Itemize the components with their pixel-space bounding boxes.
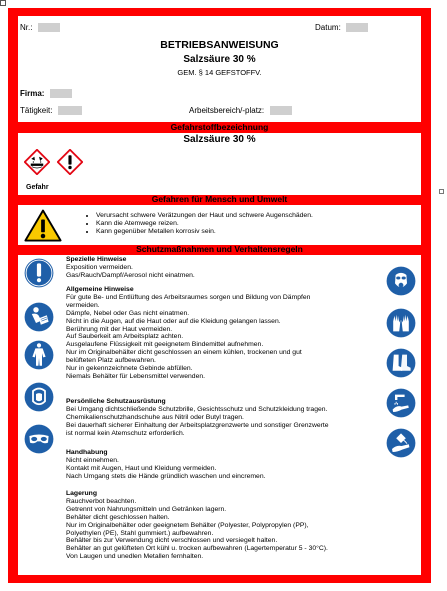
taetigkeit-label: Tätigkeit: bbox=[20, 106, 53, 115]
block-line: Für gute Be- und Entlüftung des Arbeitsraumes sorgen und Bildung von Dämpfen bbox=[66, 293, 311, 301]
block-line: Bei dauerhaft sicherer Einhaltung der Arbeitsplatzgrenzwerte und sonstiger Grenzwerte bbox=[66, 421, 329, 429]
block-line: Nach Umgang stets die Hände gründlich waschen und eincremen. bbox=[66, 472, 266, 480]
block-line: Kontakt mit Augen, Haut und Kleidung vermeiden. bbox=[66, 464, 217, 472]
block-heading: Lagerung bbox=[66, 490, 97, 497]
block-line: ist normal kein Atemschutz erforderlich. bbox=[66, 429, 185, 437]
block-line: Nur in gekennzeichnete Gebinde abfüllen. bbox=[66, 365, 193, 373]
block-line: Polyethylen (PE), Stahl gummiert.) aufbewahren. bbox=[66, 529, 214, 537]
block-line: Exposition vermeiden. bbox=[66, 263, 133, 271]
ghs07-exclamation-icon bbox=[57, 149, 83, 175]
block-heading: Spezielle Hinweise bbox=[66, 256, 127, 263]
block-line: Behälter dicht geschlossen halten. bbox=[66, 513, 170, 521]
block-line: Ausgelaufene Flüssigkeit mit geeignetem Bindemittel aufnehmen. bbox=[66, 341, 264, 349]
general-warning-icon bbox=[24, 209, 62, 242]
block-spezielle-hinweise bbox=[66, 256, 352, 280]
block-handhabung bbox=[66, 449, 352, 481]
datum-label: Datum: bbox=[315, 23, 341, 32]
respirator-icon bbox=[386, 266, 416, 296]
block-line: Niemals Behälter für Lebensmittel verwenden. bbox=[66, 372, 206, 380]
block-line: Rauchverbot beachten. bbox=[66, 497, 137, 505]
nr-row bbox=[20, 23, 60, 32]
block-line: Nicht in die Augen, auf die Haut oder auf die Kleidung gelangen lassen. bbox=[66, 317, 281, 325]
block-line: Von Laugen und unedlen Metallen fernhalten. bbox=[66, 553, 204, 561]
block-heading: Persönliche Schutzausrüstung bbox=[66, 398, 166, 405]
ghs05-corrosive-icon bbox=[24, 149, 50, 175]
taetigkeit-row bbox=[20, 106, 82, 115]
substance-name: Salzsäure 30 % bbox=[183, 134, 256, 145]
firma-field[interactable] bbox=[50, 89, 72, 98]
signal-word: Gefahr bbox=[26, 184, 49, 191]
face-shield-icon bbox=[24, 382, 54, 412]
block-heading: Allgemeine Hinweise bbox=[66, 286, 134, 293]
protective-clothing-icon bbox=[24, 340, 54, 370]
section-title-gefahren: Gefahren für Mensch und Umwelt bbox=[151, 194, 288, 204]
block-line: Nicht einnehmen. bbox=[66, 456, 119, 464]
gefahrstoff-box bbox=[18, 133, 421, 195]
block-line: Bei Umgang dichtschließende Schutzbrille, Gesichtsschutz und Schutzkleidung tragen. bbox=[66, 405, 328, 413]
hazard-list bbox=[86, 212, 313, 236]
block-line: Dämpfe, Nebel oder Gas nicht einatmen. bbox=[66, 309, 190, 317]
block-heading: Handhabung bbox=[66, 449, 108, 456]
block-lagerung bbox=[66, 490, 352, 561]
arbeitsbereich-row bbox=[189, 106, 292, 115]
block-line: Berührung mit der Haut vermeiden. bbox=[66, 325, 173, 333]
block-line: Nur im Originalbehälter dicht geschlossen an einem kühlen, trockenen und gut bbox=[66, 349, 302, 357]
block-line: Behälter bis zur Verwendung dicht verschlossen und versiegelt halten. bbox=[66, 537, 278, 545]
block-line: belüfteten Platz aufbewahren. bbox=[66, 357, 156, 365]
section-title-schutz: Schutzmaßnahmen und Verhaltensregeln bbox=[136, 244, 303, 254]
block-line: Getrennt von Nahrungsmitteln und Getränken lagern. bbox=[66, 505, 227, 513]
section-title-gefahrstoff: Gefahrstoffbezeichnung bbox=[170, 122, 269, 132]
datum-row bbox=[315, 23, 368, 32]
operating-instruction-sheet bbox=[8, 8, 431, 583]
nr-field[interactable] bbox=[38, 23, 60, 32]
block-line: Nur im Originalbehälter oder geeignetem Behälter (Polyester, Polypropylen (PP), bbox=[66, 521, 309, 529]
substance-title: Salzsäure 30 % bbox=[183, 54, 256, 65]
block-line: Gas/Rauch/Dampf/Aerosol nicht einatmen. bbox=[66, 271, 195, 279]
hazard-item: • Kann gegenüber Metallen korrosiv sein. bbox=[96, 228, 313, 236]
firma-label: Firma: bbox=[20, 89, 45, 98]
nr-label: Nr.: bbox=[20, 23, 33, 32]
block-line: Behälter an gut gelüfteten Ort kühl u. trocken aufbewahren (Lagertemperatur 5 - 30°C). bbox=[66, 545, 328, 553]
hazard-item: • Verursacht schwere Verätzungen der Haut und schwere Augenschäden. bbox=[96, 212, 313, 220]
block-line: Chemikalienschutzhandschuhe aus Nitril oder Butyl tragen. bbox=[66, 413, 244, 421]
datum-field[interactable] bbox=[346, 23, 368, 32]
skin-cream-icon bbox=[386, 428, 416, 458]
firma-row bbox=[20, 89, 72, 98]
info-mandatory-icon bbox=[24, 258, 54, 288]
gloves-icon bbox=[386, 308, 416, 338]
header-box bbox=[18, 16, 421, 122]
block-schutzausruestung bbox=[66, 398, 352, 438]
arbeitsbereich-field[interactable] bbox=[270, 106, 292, 115]
safety-goggles-icon bbox=[24, 424, 54, 454]
doc-title: BETRIEBSANWEISUNG bbox=[160, 39, 279, 51]
wash-hands-icon bbox=[386, 388, 416, 418]
window-corner-handle[interactable] bbox=[0, 0, 6, 6]
read-manual-icon bbox=[24, 302, 54, 332]
safety-boots-icon bbox=[386, 348, 416, 378]
taetigkeit-field[interactable] bbox=[58, 106, 82, 115]
resize-handle[interactable] bbox=[439, 189, 444, 194]
regulation-text: GEM. § 14 GEFSTOFFV. bbox=[177, 68, 262, 77]
hazard-item: • Kann die Atemwege reizen. bbox=[96, 220, 313, 228]
block-line: vermeiden. bbox=[66, 301, 100, 309]
block-allgemeine-hinweise bbox=[66, 286, 352, 381]
block-line: Auf Sauberkeit am Arbeitsplatz achten. bbox=[66, 333, 184, 341]
arbeitsbereich-label: Arbeitsbereich/-platz: bbox=[189, 106, 265, 115]
